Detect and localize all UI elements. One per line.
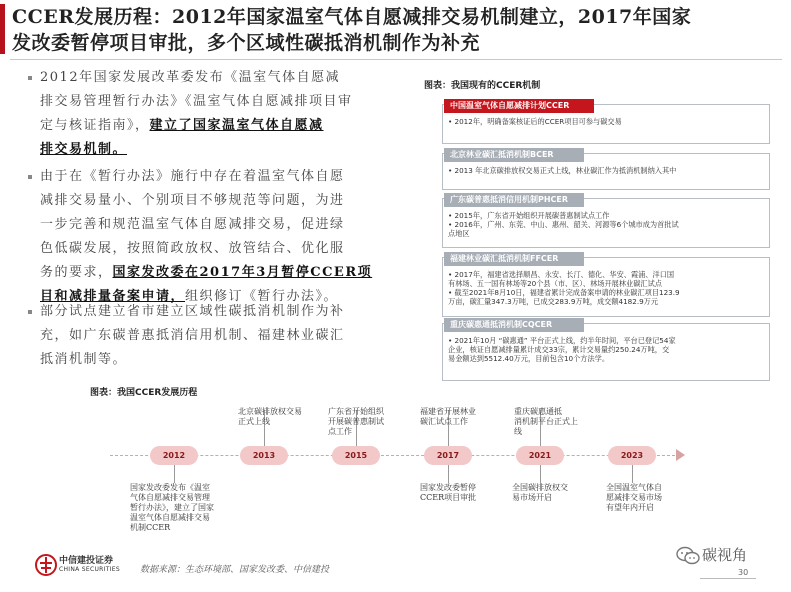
paragraph-2 bbox=[40, 165, 408, 309]
mechanism-box-title: 福建林业碳汇抵消机制FFCER bbox=[444, 252, 584, 266]
mechanism-box-line: 点地区 bbox=[448, 229, 470, 238]
timeline-arrow-icon bbox=[676, 449, 685, 461]
page-number-rule bbox=[700, 578, 756, 579]
p1-highlight: 建立了国家温室气体自愿减 bbox=[149, 118, 324, 133]
timeline-event-text: 国家发改委发布《温室 bbox=[130, 483, 210, 492]
logo-chinese-name: 中信建投证券 bbox=[59, 556, 114, 566]
timeline-year-2021: 2021 bbox=[516, 446, 564, 465]
timeline-event-text: 碳汇试点工作 bbox=[420, 417, 468, 426]
p2-line bbox=[40, 261, 408, 285]
p1-line bbox=[40, 138, 408, 162]
timeline-event-text: 正式上线 bbox=[238, 417, 270, 426]
mechanism-box-title: 重庆碳惠通抵消机制CQCER bbox=[444, 318, 584, 332]
mechanism-box-line: 企业，核证自愿减排量累计成交33宗，累计交易量约250.24万吨，交 bbox=[448, 345, 670, 354]
timeline-event-text: 暂行办法》，建立了国家 bbox=[130, 503, 214, 512]
timeline-event-text: 机制CCER bbox=[130, 523, 171, 532]
timeline-year-2015: 2015 bbox=[332, 446, 380, 465]
mechanism-box-title: 中国温室气体自愿减排计划CCER bbox=[444, 99, 594, 113]
p3-line: 充，如广东碳普惠抵消信用机制、福建林业碳汇 bbox=[40, 328, 345, 343]
timeline-event-text: 重庆碳惠通抵 bbox=[514, 407, 562, 416]
mechanism-box-line: • 2017年，福建省选择顺昌、永安、长汀、德化、华安、霞浦、洋口国 bbox=[448, 270, 675, 279]
title-divider bbox=[10, 59, 782, 60]
mechanism-box-line: • 截至2021年8月10日，福建省累计完成备案申请的林业碳汇项目123.9 bbox=[448, 288, 680, 297]
p2-line: 色低碳发展，按照简政放权、放管结合、优化服 bbox=[40, 241, 345, 256]
timeline-event-text: 温室气体自愿减排交易 bbox=[130, 513, 210, 522]
timeline-event-text: 线 bbox=[514, 427, 522, 436]
data-source: 数据来源：生态环境部、国家发改委、中信建投 bbox=[140, 565, 330, 575]
timeline-tick bbox=[632, 465, 633, 483]
p1-line bbox=[40, 114, 408, 138]
title-accent-bar bbox=[0, 4, 5, 54]
p1-line: 排交易管理暂行办法》《温室气体自愿减排项目审 bbox=[40, 94, 353, 109]
timeline-event-text: 愿减排交易市场 bbox=[606, 493, 662, 502]
p1-highlight: 排交易机制。 bbox=[40, 142, 128, 157]
p1-text: 定与核证指南》， bbox=[40, 118, 150, 133]
p3-line: 部分试点建立省市建立区域性碳抵消机制作为补 bbox=[40, 304, 345, 319]
timeline-year-2023: 2023 bbox=[608, 446, 656, 465]
paragraph-1 bbox=[40, 66, 408, 162]
timeline-event-text: 易市场开启 bbox=[512, 493, 552, 502]
timeline-year-2012: 2012 bbox=[150, 446, 198, 465]
timeline-event-text: 北京碳排放权交易 bbox=[238, 407, 302, 416]
logo-english-name: CHINA SECURITIES bbox=[59, 566, 120, 573]
timeline-tick bbox=[174, 465, 175, 483]
timeline-event-text: 广东省开始组织 bbox=[328, 407, 384, 416]
timeline-event-text: 福建省开展林业 bbox=[420, 407, 476, 416]
mechanism-box-line: • 2013 年北京碳排放权交易正式上线，林业碳汇作为抵消机制纳入其中 bbox=[448, 166, 677, 175]
timeline-event-text: 全国温室气体自 bbox=[606, 483, 662, 492]
p2-text: 组织修订《暂行办法》。 bbox=[185, 289, 339, 304]
title-bar bbox=[0, 0, 791, 60]
brand-name: 碳视角 bbox=[702, 546, 748, 564]
bullet-icon bbox=[28, 310, 32, 314]
mechanism-box-line: • 2021年10月 “碳惠通” 平台正式上线，约半年时间，平台已登记54家 bbox=[448, 336, 676, 345]
page-number: 30 bbox=[738, 568, 749, 577]
p2-line: 一步完善和规范温室气体自愿减排交易，促进绿 bbox=[40, 217, 345, 232]
china-securities-logo-icon bbox=[34, 553, 58, 577]
timeline-event-text: 开展碳普惠制试 bbox=[328, 417, 384, 426]
timeline-event-text: 有望年内开启 bbox=[606, 503, 654, 512]
page-title bbox=[12, 4, 782, 56]
timeline-event-text: 全国碳排放权交 bbox=[512, 483, 568, 492]
timeline-tick bbox=[448, 465, 449, 483]
page-title-line2: 发改委暂停项目审批，多个区域性碳抵消机制作为补充 bbox=[12, 32, 481, 54]
bullet-icon bbox=[28, 76, 32, 80]
timeline-figure-title: 图表：我国CCER发展历程 bbox=[90, 388, 198, 398]
timeline-event-text: 点工作 bbox=[328, 427, 352, 436]
timeline-event-text: 消机制平台正式上 bbox=[514, 417, 578, 426]
p3-line: 抵消机制等。 bbox=[40, 352, 128, 367]
timeline-year-2013: 2013 bbox=[240, 446, 288, 465]
paragraph-3 bbox=[40, 300, 408, 372]
timeline-tick bbox=[540, 465, 541, 483]
wechat-icon bbox=[676, 546, 700, 566]
mechanism-box-line: 易金额达到5512.40万元，目前包含10个方法学。 bbox=[448, 354, 610, 363]
mechanism-box-title: 广东碳普惠抵消信用机制PHCER bbox=[444, 193, 584, 207]
p2-line: 减排交易量小、个别项目不够规范等问题，为进 bbox=[40, 193, 345, 208]
timeline-year-2017: 2017 bbox=[424, 446, 472, 465]
bullet-icon bbox=[28, 175, 32, 179]
p2-highlight: 目和减排量备案申请， bbox=[40, 289, 186, 304]
ccer-mechanism-figure-title: 图表：我国现有的CCER机制 bbox=[424, 81, 541, 91]
p2-text: 务的要求， bbox=[40, 265, 113, 280]
p2-highlight: 国家发改委在2017年3月暂停CCER项 bbox=[112, 265, 373, 280]
p2-line: 由于在《暂行办法》施行中存在着温室气体自愿 bbox=[40, 169, 345, 184]
mechanism-box-line: 万亩，碳汇量347.3万吨，已成交283.9万吨，成交额4182.9万元 bbox=[448, 297, 659, 306]
p1-line: 2012年国家发展改革委发布《温室气体自愿减 bbox=[40, 70, 341, 85]
mechanism-box-line: • 2016年，广州、东莞、中山、惠州、韶关、河源等6个城市成为首批试 bbox=[448, 220, 679, 229]
timeline-event-text: CCER项目审批 bbox=[420, 493, 477, 502]
timeline-event-text: 国家发改委暂停 bbox=[420, 483, 476, 492]
mechanism-box-line: 有林场、五一国有林场等20个县（市、区）、林场开展林业碳汇试点 bbox=[448, 279, 662, 288]
mechanism-box-line: • 2012年，明确备案核证后的CCER项目可参与碳交易 bbox=[448, 117, 622, 126]
page-title-line1: CCER发展历程：2012年国家温室气体自愿减排交易机制建立，2017年国家 bbox=[12, 6, 692, 28]
mechanism-box-title: 北京林业碳汇抵消机制BCER bbox=[444, 148, 584, 162]
mechanism-box-line: • 2015年，广东省开始组织开展碳普惠制试点工作 bbox=[448, 211, 610, 220]
timeline-event-text: 气体自愿减排交易管理 bbox=[130, 493, 210, 502]
